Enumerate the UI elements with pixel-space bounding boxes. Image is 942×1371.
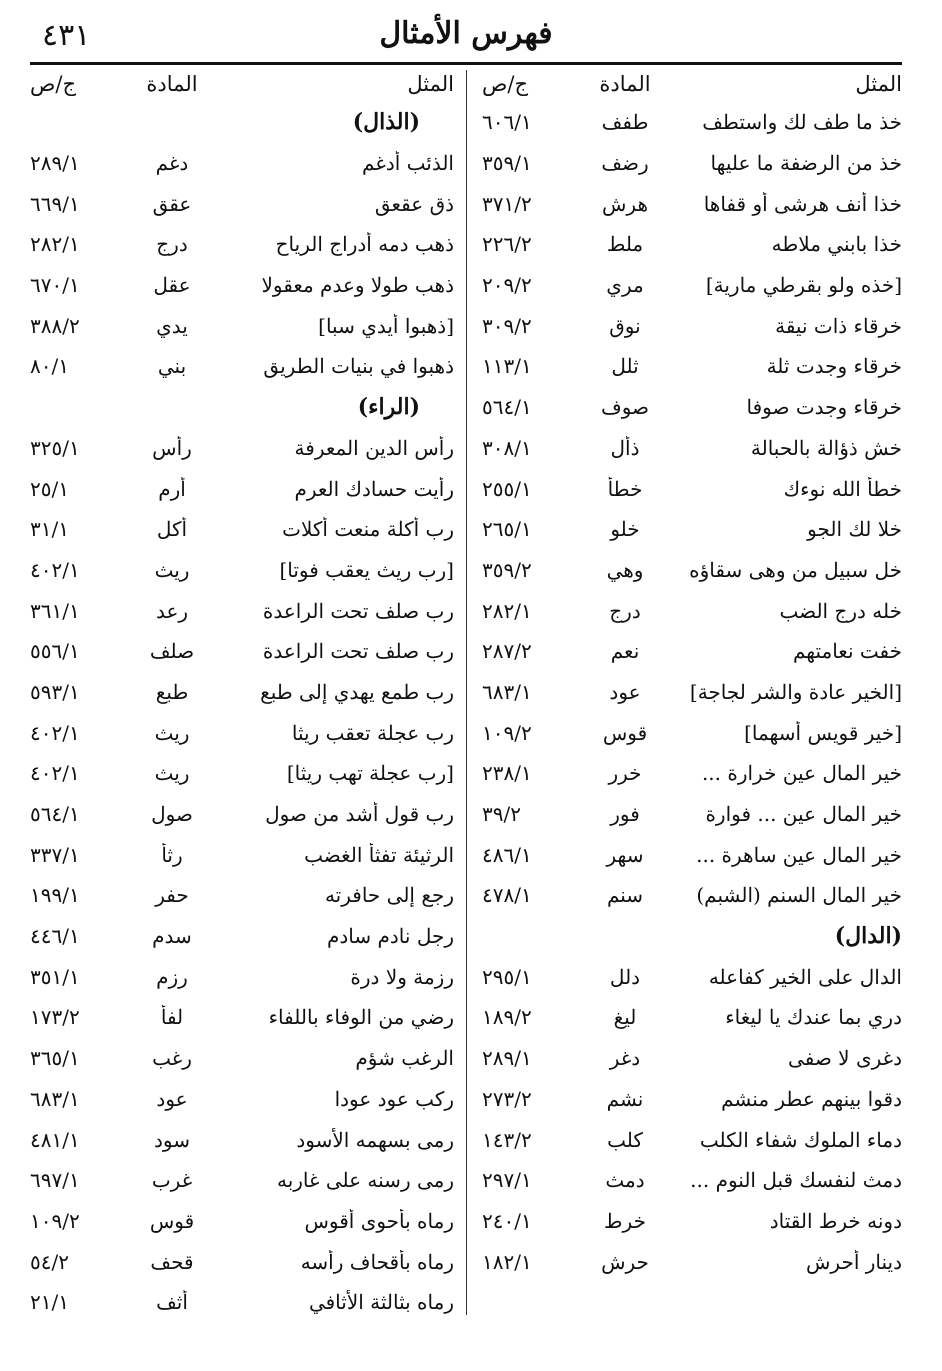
index-entry-row xyxy=(30,183,460,224)
root-word: دمث xyxy=(605,1168,645,1193)
index-entry-row xyxy=(482,265,902,306)
volume-page-ref: ٢٢٦/٢ xyxy=(482,232,532,257)
root-word: يدي xyxy=(156,313,188,338)
volume-page-ref: ٣٢٥/١ xyxy=(30,435,80,460)
index-entry-row xyxy=(30,834,460,875)
proverb-text: دري بما عندك يا ليغاء xyxy=(725,1005,902,1030)
index-entry-row xyxy=(30,1160,460,1201)
root-word: نوق xyxy=(609,313,641,338)
index-entry-row xyxy=(30,428,460,469)
root-word: قحف xyxy=(150,1249,194,1274)
proverb-text: خله درج الضب xyxy=(779,598,902,623)
root-word: رضف xyxy=(601,151,649,176)
proverb-text: [خير قويس أسهما] xyxy=(744,720,902,745)
index-entry-row xyxy=(482,346,902,387)
volume-page-ref: ٤٨٦/١ xyxy=(482,842,532,867)
root-word: رغب xyxy=(152,1046,192,1071)
proverb-text: ذهب طولا وعدم معقولا xyxy=(261,273,454,298)
page-number: ٤٣١ xyxy=(42,18,91,53)
root-word: خرط xyxy=(604,1208,646,1233)
index-entry-row xyxy=(482,1119,902,1160)
volume-page-ref: ٤٠٢/١ xyxy=(30,720,80,745)
index-entry-row xyxy=(30,468,460,509)
root-word: ريث xyxy=(154,761,190,786)
column-header-row xyxy=(482,66,902,102)
volume-page-ref: ٦٧٠/١ xyxy=(30,273,80,298)
volume-page-ref: ١٧٣/٢ xyxy=(30,1005,80,1030)
index-entry-row xyxy=(482,753,902,794)
proverb-text: ذهبوا في بنيات الطريق xyxy=(263,354,454,379)
proverb-text: رمى بسهمه الأسود xyxy=(296,1127,454,1152)
root-word: عود xyxy=(156,1086,188,1111)
volume-page-ref: ٦٠٦/١ xyxy=(482,110,532,135)
proverb-text: رب طمع يهدي إلى طبع xyxy=(260,679,454,704)
volume-page-ref: ٢٦٥/١ xyxy=(482,517,532,542)
proverb-text: [رب عجلة تهب ريثا] xyxy=(286,761,454,786)
volume-page-ref: ١٨٢/١ xyxy=(482,1249,532,1274)
volume-page-ref: ٢٨٩/١ xyxy=(482,1046,532,1071)
index-entry-row xyxy=(30,753,460,794)
section-heading-row xyxy=(30,387,460,428)
index-entry-row xyxy=(30,712,460,753)
volume-page-ref: ٣٥١/١ xyxy=(30,964,80,989)
page-title: فهرس الأمثال xyxy=(379,16,553,51)
proverb-text: رأس الدين المعرفة xyxy=(294,435,454,460)
volume-page-ref: ٤٠٢/١ xyxy=(30,557,80,582)
proverb-text: خل سبيل من وهى سقاؤه xyxy=(689,557,902,582)
volume-page-ref: ٣٧١/٢ xyxy=(482,191,532,216)
volume-page-ref: ٢٨٩/١ xyxy=(30,151,80,176)
volume-page-ref: ٤٨١/١ xyxy=(30,1127,80,1152)
proverb-text: الدال على الخير كفاعله xyxy=(708,964,902,989)
volume-page-ref: ١٠٩/٢ xyxy=(482,720,532,745)
proverb-text: خرقاء وجدت صوفا xyxy=(746,395,902,420)
index-entry-row xyxy=(482,1038,902,1079)
root-word: دغم xyxy=(155,151,189,176)
index-entry-row xyxy=(30,1119,460,1160)
root-word: لفأ xyxy=(160,1005,184,1030)
index-entry-row xyxy=(482,550,902,591)
proverb-text: خلا لك الجو xyxy=(807,517,902,542)
section-heading: (الدال) xyxy=(834,923,902,950)
volume-page-ref: ٥٦٤/١ xyxy=(482,395,532,420)
header-rule xyxy=(30,62,902,65)
volume-page-ref: ٦٩٧/١ xyxy=(30,1168,80,1193)
header-root: المادة xyxy=(146,72,198,96)
root-word: دلل xyxy=(609,964,641,989)
root-word: صلف xyxy=(149,639,195,664)
index-entry-row xyxy=(30,1241,460,1282)
volume-page-ref: ٢٧٣/٢ xyxy=(482,1086,532,1111)
root-word: درج xyxy=(156,232,188,257)
proverb-text: الذئب أدغم xyxy=(362,151,454,176)
volume-page-ref: ٥٩٣/١ xyxy=(30,679,80,704)
root-word: سنم xyxy=(606,883,644,908)
index-entry-row xyxy=(482,1160,902,1201)
proverb-text: [خذه ولو بقرطي مارية] xyxy=(705,273,902,298)
index-entry-row xyxy=(482,305,902,346)
volume-page-ref: ٣٠٩/٢ xyxy=(482,313,532,338)
index-entry-row xyxy=(30,265,460,306)
root-word: حرش xyxy=(601,1249,649,1274)
volume-page-ref: ١٠٩/٢ xyxy=(30,1208,80,1233)
proverb-text: خذا أنف هرشى أو قفاها xyxy=(703,191,902,216)
proverb-text: رأيت حسادك العرم xyxy=(294,476,454,501)
volume-page-ref: ١٨٩/٢ xyxy=(482,1005,532,1030)
section-heading-row xyxy=(482,916,902,957)
root-word: خرر xyxy=(608,761,642,786)
volume-page-ref: ٦٨٣/١ xyxy=(30,1086,80,1111)
volume-page-ref: ٤٧٨/١ xyxy=(482,883,532,908)
volume-page-ref: ٦٨٣/١ xyxy=(482,679,532,704)
header-proverb: المثل xyxy=(855,72,902,96)
volume-page-ref: ٥٤/٢ xyxy=(30,1249,69,1274)
proverb-text: دماء الملوك شفاء الكلب xyxy=(699,1127,902,1152)
volume-page-ref: ٤٤٦/١ xyxy=(30,924,80,949)
volume-page-ref: ٣١/١ xyxy=(30,517,69,542)
root-word: خطأ xyxy=(607,476,643,501)
proverb-text: خذا بابني ملاطه xyxy=(771,232,902,257)
volume-page-ref: ١١٣/١ xyxy=(482,354,532,379)
volume-page-ref: ١٩٩/١ xyxy=(30,883,80,908)
proverb-text: رماه بأقحاف رأسه xyxy=(300,1249,454,1274)
volume-page-ref: ٢٥/١ xyxy=(30,476,69,501)
proverb-text: خير المال عين ساهرة ... xyxy=(696,842,902,867)
root-word: أرم xyxy=(158,476,186,501)
section-heading: (الراء) xyxy=(357,394,420,421)
proverb-text: خذ من الرضفة ما عليها xyxy=(710,151,902,176)
root-word: درج xyxy=(609,598,641,623)
root-word: سود xyxy=(154,1127,190,1152)
index-entry-row xyxy=(30,509,460,550)
header-root: المادة xyxy=(599,72,651,96)
root-word: طبع xyxy=(155,679,189,704)
index-entry-row xyxy=(30,794,460,835)
index-entry-row xyxy=(30,1079,460,1120)
volume-page-ref: ٢٩٥/١ xyxy=(482,964,532,989)
proverb-text: [ذهبوا أيدي سبا] xyxy=(318,313,454,338)
index-entry-row xyxy=(30,672,460,713)
index-entry-row xyxy=(482,1201,902,1242)
volume-page-ref: ٣٩/٢ xyxy=(482,802,521,827)
proverb-text: خش ذؤالة بالحبالة xyxy=(750,435,902,460)
proverb-text: رضي من الوفاء باللفاء xyxy=(268,1005,454,1030)
proverb-text: رب عجلة تعقب ريثا xyxy=(291,720,454,745)
proverb-text: رمى رسنه على غاربه xyxy=(276,1168,454,1193)
root-word: عقل xyxy=(153,273,191,298)
root-word: وهي xyxy=(606,557,644,582)
root-word: أثف xyxy=(156,1290,188,1315)
proverb-text: رب قول أشد من صول xyxy=(265,802,454,827)
proverb-text: دينار أحرش xyxy=(806,1249,902,1274)
root-word: قوس xyxy=(149,1208,195,1233)
root-word: غرب xyxy=(151,1168,193,1193)
proverb-text: رماه بثالثة الأثافي xyxy=(308,1290,454,1315)
proverb-text: خير المال عين ... فوارة xyxy=(705,802,902,827)
root-word: خلو xyxy=(610,517,640,542)
index-entry-row xyxy=(482,428,902,469)
index-entry-row xyxy=(482,509,902,550)
proverb-text: خير المال السنم (الشبم) xyxy=(696,883,902,908)
header-ref: ج/ص xyxy=(482,72,529,96)
root-word: بني xyxy=(157,354,187,379)
index-entry-row xyxy=(482,956,902,997)
root-word: نعم xyxy=(610,639,640,664)
index-entry-row xyxy=(30,631,460,672)
root-word: سدم xyxy=(152,924,192,949)
index-entry-row xyxy=(30,346,460,387)
root-word: رزم xyxy=(156,964,188,989)
root-word: صوف xyxy=(600,395,650,420)
volume-page-ref: ٢٠٩/٢ xyxy=(482,273,532,298)
root-word: فور xyxy=(610,802,640,827)
root-word: ريث xyxy=(154,557,190,582)
column-header-row xyxy=(30,66,460,102)
volume-page-ref: ٢٨٧/٢ xyxy=(482,639,532,664)
root-word: هرش xyxy=(602,191,648,216)
index-entry-row xyxy=(30,550,460,591)
volume-page-ref: ٣٦١/١ xyxy=(30,598,80,623)
index-entry-row xyxy=(482,875,902,916)
volume-page-ref: ٢٣٨/١ xyxy=(482,761,532,786)
index-entry-row xyxy=(30,143,460,184)
volume-page-ref: ٣٣٧/١ xyxy=(30,842,80,867)
volume-page-ref: ٣٥٩/٢ xyxy=(482,557,532,582)
root-word: أكل xyxy=(156,517,188,542)
index-entry-row xyxy=(482,1241,902,1282)
volume-page-ref: ٨٠/١ xyxy=(30,354,69,379)
root-word: صول xyxy=(151,802,193,827)
volume-page-ref: ٣٦٥/١ xyxy=(30,1046,80,1071)
header-ref: ج/ص xyxy=(30,72,77,96)
index-entry-row xyxy=(482,387,902,428)
index-entry-row xyxy=(30,875,460,916)
column-divider xyxy=(466,70,467,1315)
index-entry-row xyxy=(30,997,460,1038)
index-entry-row xyxy=(30,1038,460,1079)
root-word: ذأل xyxy=(610,435,640,460)
index-entry-row xyxy=(30,916,460,957)
root-word: رأس xyxy=(152,435,192,460)
index-entry-row xyxy=(30,1282,460,1323)
root-word: عود xyxy=(609,679,641,704)
index-entry-row xyxy=(482,143,902,184)
volume-page-ref: ٣٠٨/١ xyxy=(482,435,532,460)
volume-page-ref: ٢٨٢/١ xyxy=(482,598,532,623)
index-entry-row xyxy=(30,305,460,346)
index-entry-row xyxy=(482,224,902,265)
index-entry-row xyxy=(482,590,902,631)
volume-page-ref: ٢٩٧/١ xyxy=(482,1168,532,1193)
volume-page-ref: ٥٥٦/١ xyxy=(30,639,80,664)
root-word: مري xyxy=(606,273,644,298)
proverb-text: خطأ الله نوءك xyxy=(783,476,902,501)
index-entry-row xyxy=(482,631,902,672)
proverb-text: [الخير عادة والشر لجاجة] xyxy=(689,679,902,704)
proverb-text: ذق عقعق xyxy=(374,191,454,216)
header-proverb: المثل xyxy=(407,72,454,96)
index-entry-row xyxy=(482,794,902,835)
index-column-right xyxy=(482,66,902,1282)
page-header xyxy=(30,12,902,58)
proverb-text: خرقاء وجدت ثلة xyxy=(766,354,902,379)
proverb-text: دقوا بينهم عطر منشم xyxy=(721,1086,902,1111)
volume-page-ref: ٢٨٢/١ xyxy=(30,232,80,257)
proverb-text: ركب عود عودا xyxy=(334,1086,454,1111)
root-word: طفف xyxy=(601,110,649,135)
volume-page-ref: ٣٨٨/٢ xyxy=(30,313,80,338)
index-entry-row xyxy=(482,997,902,1038)
section-heading-row xyxy=(30,102,460,143)
proverb-text: خرقاء ذات نيقة xyxy=(775,313,902,338)
index-entry-row xyxy=(482,834,902,875)
index-entry-row xyxy=(30,1201,460,1242)
root-word: ملط xyxy=(606,232,644,257)
proverb-text: رماه بأحوى أقوس xyxy=(304,1208,454,1233)
proverb-text: الرغب شؤم xyxy=(355,1046,454,1071)
index-entry-row xyxy=(30,590,460,631)
proverb-text: خير المال عين خرارة ... xyxy=(701,761,902,786)
index-column-left xyxy=(30,66,460,1323)
root-word: دغر xyxy=(609,1046,641,1071)
volume-page-ref: ٢٤٠/١ xyxy=(482,1208,532,1233)
index-entry-row xyxy=(30,956,460,997)
index-entry-row xyxy=(30,224,460,265)
index-entry-row xyxy=(482,672,902,713)
volume-page-ref: ٢٥٥/١ xyxy=(482,476,532,501)
proverb-text: دغرى لا صفى xyxy=(788,1046,902,1071)
proverb-text: رزمة ولا درة xyxy=(350,964,454,989)
proverb-text: رب أكلة منعت أكلات xyxy=(282,517,454,542)
root-word: رثأ xyxy=(161,842,183,867)
index-entry-row xyxy=(482,183,902,224)
proverb-text: ذهب دمه أدراج الرياح xyxy=(275,232,454,257)
volume-page-ref: ٣٥٩/١ xyxy=(482,151,532,176)
root-word: ريث xyxy=(154,720,190,745)
volume-page-ref: ١٤٣/٢ xyxy=(482,1127,532,1152)
index-entry-row xyxy=(482,468,902,509)
root-word: ليغ xyxy=(613,1005,637,1030)
root-word: كلب xyxy=(607,1127,643,1152)
root-word: نشم xyxy=(606,1086,644,1111)
index-entry-row xyxy=(482,1079,902,1120)
proverb-text: رب صلف تحت الراعدة xyxy=(262,639,454,664)
proverb-text: رب صلف تحت الراعدة xyxy=(262,598,454,623)
proverb-text: خذ ما طف لك واستطف xyxy=(702,110,902,135)
root-word: ثلل xyxy=(611,354,639,379)
root-word: رعد xyxy=(155,598,189,623)
index-entry-row xyxy=(482,712,902,753)
proverb-text: خفت نعامتهم xyxy=(792,639,902,664)
proverb-text: رجع إلى حافرته xyxy=(324,883,454,908)
volume-page-ref: ٦٦٩/١ xyxy=(30,191,80,216)
volume-page-ref: ٤٠٢/١ xyxy=(30,761,80,786)
root-word: سهر xyxy=(606,842,644,867)
volume-page-ref: ٢١/١ xyxy=(30,1290,69,1315)
proverb-text: رجل نادم سادم xyxy=(327,924,454,949)
index-entry-row xyxy=(482,102,902,143)
root-word: عقق xyxy=(152,191,192,216)
root-word: حفر xyxy=(155,883,189,908)
proverb-text: دمث لنفسك قبل النوم ... xyxy=(690,1168,902,1193)
volume-page-ref: ٥٦٤/١ xyxy=(30,802,80,827)
root-word: قوس xyxy=(602,720,648,745)
proverb-text: الرثيئة تفثأ الغضب xyxy=(304,842,454,867)
proverb-text: دونه خرط القتاد xyxy=(769,1208,902,1233)
section-heading: (الذال) xyxy=(352,109,420,136)
proverb-text: [رب ريث يعقب فوتا] xyxy=(279,557,454,582)
